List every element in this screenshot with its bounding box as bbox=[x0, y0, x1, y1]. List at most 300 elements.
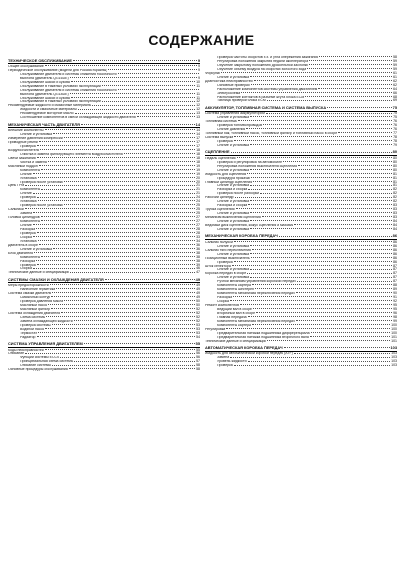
toc-dot-leader bbox=[45, 328, 195, 329]
toc-entry-title: Основные процедуры обслуживания bbox=[8, 368, 68, 372]
toc-dot-leader bbox=[45, 349, 195, 350]
toc-page-number: 91 bbox=[393, 295, 397, 300]
toc-page-number: 86 bbox=[393, 255, 397, 260]
toc-dot-leader bbox=[25, 185, 195, 186]
toc-dot-leader bbox=[234, 241, 392, 242]
toc-page-number: 78 bbox=[393, 139, 397, 143]
toc-entry-title: Проверка частоты оборотов х.х. и угла опережения зажигания bbox=[217, 56, 319, 59]
toc-page-number: 58 bbox=[196, 363, 200, 368]
toc-entry-title: Жидкости и смазочные материалы bbox=[20, 108, 77, 112]
toc-page-number: 90 bbox=[393, 291, 397, 296]
toc-entry-title: Компоненты bbox=[20, 188, 41, 192]
toc-page-number: 50 bbox=[196, 303, 200, 308]
toc-page-number: 19 bbox=[196, 171, 200, 176]
toc-dot-leader bbox=[235, 197, 392, 198]
toc-page-number: 38 bbox=[196, 250, 200, 255]
toc-dot-leader bbox=[71, 81, 195, 82]
toc-entry-title: Электросхема bbox=[217, 91, 241, 95]
toc-dot-leader bbox=[309, 60, 392, 61]
toc-page-number: 20 bbox=[196, 179, 200, 184]
toc-entry-title: Блок двигателя bbox=[8, 251, 34, 255]
toc-entry-title: Проверка давления масла bbox=[20, 300, 64, 304]
toc-dot-leader bbox=[250, 169, 392, 170]
toc-page-number: 95 bbox=[393, 303, 397, 308]
toc-entry-title: Диагностика неисправностей bbox=[205, 79, 253, 83]
toc-dot-leader bbox=[230, 300, 392, 301]
toc-dot-leader bbox=[124, 153, 195, 154]
toc-page-number: 27 bbox=[196, 223, 200, 227]
toc-page-number: 62 bbox=[393, 82, 397, 87]
toc-page-number: 46 bbox=[196, 266, 200, 271]
toc-page-number: 53 bbox=[196, 322, 200, 327]
toc-dot-leader bbox=[41, 220, 195, 221]
toc-page-number: 100 bbox=[391, 322, 397, 327]
toc-entry-title: Снятие и установка bbox=[217, 143, 250, 147]
toc-dot-leader bbox=[309, 64, 392, 65]
toc-page-number: 59 bbox=[393, 58, 397, 63]
toc-entry bbox=[8, 116, 200, 120]
toc-entry-title: Снятие и установка bbox=[217, 220, 250, 224]
toc-entry-title: Разборка bbox=[20, 227, 36, 231]
toc-entry-title: Обслуживание двигателя и системы снижения токсичности bbox=[20, 72, 117, 76]
toc-page-number: 82 bbox=[393, 191, 397, 196]
toc-entry-title: Ручной механизм управления коробкой передач bbox=[217, 280, 296, 284]
toc-entry-title: Сальник тяги переключения bbox=[205, 248, 251, 252]
toc-dot-leader bbox=[33, 193, 195, 194]
toc-dot-leader bbox=[260, 193, 392, 194]
toc-entry-title: Измерение давления компрессии bbox=[8, 137, 63, 141]
toc-entry-title: Система управления аккумулятором bbox=[205, 112, 265, 116]
toc-dot-leader bbox=[75, 113, 196, 114]
toc-dot-leader bbox=[33, 268, 195, 269]
toc-entry-title: выхлопа (двигатель QG16DE) bbox=[20, 76, 69, 80]
toc-page-number: 99 bbox=[393, 318, 397, 323]
toc-page-number: 84 bbox=[393, 219, 397, 224]
toc-page-number: 95 bbox=[393, 307, 397, 311]
toc-dot-leader bbox=[250, 144, 392, 145]
toc-dot-leader bbox=[263, 124, 392, 125]
toc-entry-title: Технические данные и спецификации bbox=[205, 339, 267, 343]
toc-page-number: 53 bbox=[196, 326, 200, 331]
toc-page-number: 14 bbox=[195, 121, 200, 127]
toc-entry-title: Сальники bbox=[8, 208, 24, 212]
toc-page-number: 80 bbox=[392, 149, 397, 155]
toc-entry-title: Схема системы bbox=[20, 315, 46, 319]
toc-page-number: 19 bbox=[196, 167, 200, 172]
toc-entry-title: Уровень жидкости bbox=[217, 360, 247, 364]
toc-entry-title: Внешние компоненты bbox=[8, 129, 44, 133]
toc-page-number: 36 bbox=[196, 242, 200, 247]
toc-dot-leader bbox=[60, 357, 195, 358]
toc-entry-title: Позиционный выключатель bbox=[205, 256, 250, 260]
toc-entry-title: Снятие и установка bbox=[217, 212, 250, 216]
toc-entry-title: Коды неисправностей bbox=[8, 348, 44, 352]
toc-entry-title: Проверка bbox=[20, 144, 36, 148]
toc-page-number: 38 bbox=[196, 254, 200, 259]
toc-entry-title: Трубка сцепления bbox=[205, 208, 235, 212]
toc-page-number: 14 bbox=[196, 132, 200, 137]
toc-dot-leader bbox=[39, 141, 195, 142]
toc-entry bbox=[205, 228, 397, 232]
toc-entry-title: Регулировка положения выключателя сцепления bbox=[217, 164, 298, 168]
toc-entry-title: СИСТЕМА УПРАВЛЕНИЯ ДВИГАТЕЛЕМ bbox=[8, 341, 83, 347]
toc-dot-leader bbox=[38, 200, 196, 201]
toc-page-number: 28 bbox=[196, 226, 200, 231]
toc-entry-title: Разборка bbox=[217, 296, 233, 300]
toc-dot-leader bbox=[251, 177, 392, 178]
toc-page-number: 49 bbox=[196, 295, 200, 300]
toc-page-number: 27 bbox=[196, 219, 200, 224]
toc-entry-title: Описание bbox=[8, 352, 25, 356]
toc-page-number: 80 bbox=[393, 167, 397, 172]
toc-page-number: 34 bbox=[196, 238, 200, 243]
toc-page-number: 49 bbox=[196, 283, 200, 288]
toc-page-number: 83 bbox=[393, 203, 397, 208]
toc-dot-leader bbox=[45, 129, 196, 130]
toc-dot-leader bbox=[251, 257, 392, 258]
toc-page-number: 21 bbox=[196, 187, 200, 192]
toc-entry-title: Компоненты картера bbox=[217, 284, 251, 288]
toc-entry-title: Приводные ремни bbox=[8, 140, 38, 144]
toc-dot-leader bbox=[50, 284, 195, 285]
toc-entry-title: Расположение контактов в разъеме жгута блока ECM bbox=[217, 95, 305, 99]
toc-entry-title: Соотношение компонентов в смеси охлаждающей жидкости двигателя bbox=[20, 116, 136, 120]
toc-entry-title: Снятие и установка bbox=[217, 168, 250, 172]
toc-dot-leader bbox=[234, 140, 392, 141]
toc-entry-title: Обучение объёму воздуха на оборотах холостого хода bbox=[217, 67, 307, 71]
toc-entry-title: Проверка bbox=[217, 364, 233, 368]
toc-page-number: 17 bbox=[196, 143, 200, 148]
toc-entry-title: Компоненты bbox=[20, 220, 41, 224]
toc-page-number: 86 bbox=[393, 247, 397, 252]
toc-dot-leader bbox=[52, 365, 195, 366]
toc-dot-leader bbox=[253, 308, 392, 309]
toc-entry-title: Топливный бак, топливный насос, топливный фильтр и топливный насос в сборе bbox=[205, 132, 338, 136]
toc-dot-leader bbox=[48, 161, 195, 162]
toc-dot-leader bbox=[38, 177, 196, 178]
toc-section-heading bbox=[8, 277, 200, 284]
toc-dot-leader bbox=[64, 181, 195, 182]
toc-entry-title: Снятие и установка bbox=[217, 252, 250, 256]
toc-dot-leader bbox=[318, 88, 392, 89]
toc-page-number: 100 bbox=[391, 330, 397, 335]
toc-entry-title: Снятие давления bbox=[217, 128, 246, 132]
toc-dot-leader bbox=[37, 232, 195, 233]
toc-dot-leader bbox=[234, 261, 392, 262]
toc-entry-title: Головка цилиндров bbox=[8, 216, 40, 220]
toc-dot-leader bbox=[267, 340, 390, 341]
toc-dot-leader bbox=[33, 236, 195, 237]
toc-entry-title: Замена bbox=[20, 212, 33, 216]
toc-dot-leader bbox=[52, 324, 196, 325]
toc-entry-title: Проверка системы bbox=[20, 323, 51, 327]
toc-page-number: 87 bbox=[393, 275, 397, 280]
toc-entry-title: Радиатор bbox=[20, 335, 36, 339]
toc-page-number: 103 bbox=[391, 363, 397, 368]
toc-dot-leader bbox=[250, 212, 392, 213]
toc-page-number: 61 bbox=[393, 70, 397, 75]
toc-page-number: 68 bbox=[393, 94, 397, 99]
toc-entry-title: Предварительная натяжка подшипника вторичного вала bbox=[217, 335, 309, 339]
toc-page-number: 52 bbox=[196, 310, 200, 315]
toc-page-number: 11 bbox=[196, 91, 200, 96]
toc-page-number: 53 bbox=[196, 330, 200, 335]
toc-entry-title: Таблица проверки блока ECM bbox=[217, 99, 266, 103]
toc-entry-title: Снятие и установка bbox=[217, 116, 250, 120]
toc-page-number: 21 bbox=[196, 183, 200, 188]
toc-page-number: 88 bbox=[393, 283, 397, 288]
toc-dot-leader bbox=[248, 204, 392, 205]
toc-entry-title: Общее обслуживание bbox=[8, 64, 44, 68]
toc-dot-leader bbox=[250, 228, 392, 229]
toc-entry-title: Двигатель в сборе bbox=[8, 243, 38, 247]
toc-page-number: 87 bbox=[393, 279, 397, 284]
toc-entry-title: Проверка после разборки bbox=[217, 192, 260, 196]
toc-page-number: 86 bbox=[393, 259, 397, 264]
toc-entry-title: Система выпуска bbox=[205, 136, 234, 140]
toc-dot-leader bbox=[102, 85, 195, 86]
toc-page-number: 25 bbox=[196, 203, 200, 208]
toc-dot-leader bbox=[108, 69, 197, 70]
toc-dot-leader bbox=[64, 300, 195, 301]
toc-page-number: 13 bbox=[196, 111, 200, 116]
toc-page-number: 83 bbox=[393, 215, 397, 220]
toc-dot-leader bbox=[74, 361, 195, 362]
toc-entry-title: Замена bbox=[217, 356, 230, 360]
toc-page-number: 69 bbox=[393, 98, 397, 103]
toc-dot-leader bbox=[248, 189, 392, 190]
toc-entry-title: Замена охлаждающей жидкости bbox=[20, 319, 73, 323]
toc-dot-leader bbox=[234, 136, 392, 137]
toc-entry-title: Сборка bbox=[20, 267, 32, 271]
toc-entry-title: Проверка и регулировка на автомобиле bbox=[217, 160, 283, 164]
toc-entry-title: Проверка после установки bbox=[20, 180, 64, 184]
toc-entry bbox=[8, 271, 200, 275]
toc-page-number: 11 bbox=[196, 95, 200, 100]
toc-dot-leader bbox=[39, 165, 195, 166]
toc-entry-title: СИСТЕМЫ СМАЗКИ И ОХЛАЖДЕНИЯ ДВИГАТЕЛЯ bbox=[8, 276, 104, 282]
toc-dot-leader bbox=[250, 253, 392, 254]
toc-dot-leader bbox=[250, 76, 392, 77]
toc-dot-leader bbox=[247, 273, 392, 274]
toc-dot-leader bbox=[294, 224, 392, 225]
toc-entry-title: Ремонт компонентов bbox=[205, 304, 239, 308]
toc-page-number: 18 bbox=[196, 147, 200, 152]
toc-page-number: 86 bbox=[393, 239, 397, 244]
toc-dot-leader bbox=[105, 279, 195, 280]
toc-entry-title: Принципиальная схема системы bbox=[20, 360, 74, 364]
toc-dot-leader bbox=[252, 324, 390, 325]
toc-entry-title: Проверка bbox=[20, 263, 36, 267]
toc-page-number: 80 bbox=[393, 163, 397, 168]
toc-dot-leader bbox=[33, 224, 195, 225]
toc-page-number: 57 bbox=[196, 359, 200, 364]
toc-page-number: 50 bbox=[196, 299, 200, 304]
toc-dot-leader bbox=[41, 256, 195, 257]
toc-page-number: 82 bbox=[393, 195, 397, 200]
toc-entry-title: Компоненты механизма переключения передач bbox=[217, 292, 295, 296]
toc-page-number: 25 bbox=[196, 211, 200, 216]
toc-dot-leader bbox=[247, 173, 392, 174]
toc-dot-leader bbox=[118, 73, 199, 74]
toc-page-number: 101 bbox=[391, 338, 397, 343]
toc-entry-title: АККУМУЛЯТОР, ТОПЛИВНАЯ СИСТЕМА И СИСТЕМА ВЫПУСКА bbox=[205, 104, 327, 110]
toc-page-number: 64 bbox=[393, 86, 397, 91]
toc-entry-title: Установка bbox=[20, 176, 37, 180]
toc-entry-title: Регулировка bbox=[205, 327, 226, 331]
toc-entry-title: Нанесение герметика bbox=[20, 288, 56, 292]
toc-dot-leader bbox=[92, 105, 195, 106]
toc-page-number: 76 bbox=[393, 119, 397, 124]
toc-page-number: 55 bbox=[195, 341, 200, 347]
toc-dot-leader bbox=[37, 145, 195, 146]
toc-entry-title: Свечи зажигания bbox=[8, 156, 36, 160]
toc-entry-title: Проверка bbox=[217, 140, 233, 143]
toc-page-number: 76 bbox=[393, 123, 397, 128]
toc-entry-title: Жидкость для сцепления bbox=[205, 172, 247, 176]
toc-entry-title: Масляный фильтр bbox=[20, 308, 50, 311]
toc-dot-leader bbox=[33, 173, 195, 174]
toc-entry-title: Установка bbox=[20, 239, 37, 243]
toc-dot-leader bbox=[73, 60, 197, 61]
toc-entry-title: Разборка и сборка bbox=[217, 204, 248, 208]
toc-dot-leader bbox=[70, 93, 196, 94]
toc-entry-title: Снятие и установка bbox=[217, 184, 250, 188]
toc-entry-title: Сборка bbox=[217, 300, 229, 304]
toc-dot-leader bbox=[102, 101, 195, 102]
toc-page-number: 12 bbox=[196, 103, 200, 108]
toc-dot-leader bbox=[256, 312, 392, 313]
toc-dot-leader bbox=[61, 312, 195, 313]
toc-entry-title: Ведущий вал в сборе bbox=[217, 308, 252, 311]
toc-entry-title: Компоненты механизма переключения передач bbox=[217, 319, 295, 323]
toc-page-number: 49 bbox=[195, 276, 200, 282]
toc-entry-title: Система смазки двигателя bbox=[8, 292, 52, 296]
toc-dot-leader bbox=[71, 97, 196, 98]
toc-page-number: 96 bbox=[393, 310, 397, 315]
toc-entry-title: Проверка топливопроводов bbox=[217, 124, 263, 128]
toc-entry-title: Масляный поддон bbox=[8, 164, 38, 168]
toc-dot-leader bbox=[305, 96, 392, 97]
toc-page-number: 75 bbox=[393, 111, 397, 116]
toc-page-number: 47 bbox=[196, 270, 200, 275]
toc-entry bbox=[8, 368, 200, 372]
toc-dot-leader bbox=[248, 316, 392, 317]
toc-page-number: 81 bbox=[393, 183, 397, 188]
toc-page-number: 83 bbox=[393, 207, 397, 212]
toc-dot-leader bbox=[266, 113, 392, 114]
toc-entry-title: Водяной насос bbox=[20, 327, 45, 331]
toc-entry-title: Рекомендуемое моторное масло bbox=[20, 112, 74, 116]
toc-entry-title: Функции системы ECCS bbox=[20, 356, 60, 360]
toc-entry-title: Рабочий цилиндр bbox=[205, 196, 234, 200]
toc-page-number: 21 bbox=[196, 191, 200, 196]
toc-dot-leader bbox=[240, 304, 392, 305]
toc-entry-title: МЕХАНИЧЕСКАЯ ЧАСТЬ ДВИГАТЕЛЯ bbox=[8, 121, 80, 127]
toc-dot-leader bbox=[319, 56, 392, 57]
toc-entry-title: Снятие и установка bbox=[217, 75, 250, 79]
toc-entry-title: Главный цилиндр сцепления bbox=[205, 180, 253, 184]
toc-page-number: 56 bbox=[196, 351, 200, 356]
toc-entry-title: Компоненты шестерен bbox=[217, 288, 254, 292]
toc-page-number: 38 bbox=[196, 258, 200, 263]
toc-dot-leader bbox=[279, 236, 392, 237]
toc-page-number: 9 bbox=[198, 63, 200, 68]
toc-section-heading bbox=[205, 233, 397, 240]
toc-dot-leader bbox=[33, 212, 195, 213]
toc-page-number: 49 bbox=[196, 287, 200, 292]
toc-page-number: 86 bbox=[393, 243, 397, 248]
toc-dot-leader bbox=[226, 328, 390, 329]
toc-entry-title: Коробка передач в сборе bbox=[205, 272, 247, 276]
toc-dot-leader bbox=[253, 181, 392, 182]
toc-dot-leader bbox=[25, 353, 195, 354]
toc-page-number: 81 bbox=[393, 175, 397, 180]
toc-page-number: 28 bbox=[196, 230, 200, 235]
toc-entry-title: Педаль сцепления bbox=[205, 156, 236, 160]
toc-entry-title: Ведомый диск сцепления, кожух сцепления и маховик bbox=[205, 224, 294, 227]
toc-dot-leader bbox=[250, 269, 392, 270]
toc-dot-leader bbox=[69, 368, 195, 369]
toc-entry-title: Снятие и установка bbox=[20, 133, 53, 137]
toc-page-number: 56 bbox=[196, 355, 200, 360]
toc-page-number: 87 bbox=[393, 271, 397, 276]
toc-dot-leader bbox=[238, 120, 392, 121]
toc-entry-title: Рекомендуемые жидкости и смазочные материалы bbox=[8, 104, 92, 108]
toc-entry-title: Разборка bbox=[20, 259, 36, 263]
toc-dot-leader bbox=[36, 260, 195, 261]
page-title: СОДЕРЖАНИЕ bbox=[148, 32, 255, 48]
toc-entry-title: Технические данные и спецификации bbox=[8, 271, 70, 275]
toc-entry-title: Топливная система bbox=[205, 120, 237, 124]
toc-dot-leader bbox=[53, 133, 195, 134]
toc-dot-leader bbox=[38, 332, 195, 333]
toc-entry-title: Смазочный контур bbox=[20, 296, 51, 300]
toc-entry-title: Обслуживание шасси и кузова bbox=[20, 96, 70, 100]
toc-page-number: 98 bbox=[393, 314, 397, 319]
toc-section-heading bbox=[205, 105, 397, 112]
toc-dot-leader bbox=[248, 361, 391, 362]
toc-page-number: 36 bbox=[196, 246, 200, 251]
toc-dot-leader bbox=[231, 152, 392, 153]
toc-page-number: 39 bbox=[196, 262, 200, 267]
toc-section-heading bbox=[8, 122, 200, 129]
toc-page-number: 18 bbox=[196, 159, 200, 164]
toc-page-number: 78 bbox=[393, 135, 397, 140]
toc-dot-leader bbox=[310, 336, 390, 337]
toc-dot-leader bbox=[255, 288, 392, 289]
toc-entry-title: Чистка и замена bbox=[20, 160, 47, 164]
toc-dot-leader bbox=[250, 185, 392, 186]
toc-page-number: 18 bbox=[196, 151, 200, 156]
toc-entry-title: Проверка bbox=[20, 196, 36, 200]
toc-entry-title: Обучение закрытому положению дроссельной заслонки bbox=[217, 63, 309, 67]
toc-page-number: 10 bbox=[196, 79, 200, 84]
toc-page-number: 103 bbox=[391, 359, 397, 364]
toc-entry bbox=[205, 340, 397, 344]
toc-page-number: 76 bbox=[393, 127, 397, 132]
toc-entry-title: ТЕХНИЧЕСКОЕ ОБСЛУЖИВАНИЕ bbox=[8, 57, 72, 63]
toc-dot-leader bbox=[297, 281, 392, 282]
toc-page-number: 103 bbox=[391, 351, 397, 356]
toc-entry-title: Жидкость для автоматической коробки передач (ATF) bbox=[205, 352, 293, 356]
toc-dot-leader bbox=[246, 128, 392, 129]
toc-page-number: 66 bbox=[393, 90, 397, 95]
toc-page-number: 24 bbox=[196, 199, 200, 204]
toc-dot-leader bbox=[250, 245, 392, 246]
toc-dot-leader bbox=[52, 292, 195, 293]
toc-entry-title: Установка bbox=[20, 200, 37, 204]
